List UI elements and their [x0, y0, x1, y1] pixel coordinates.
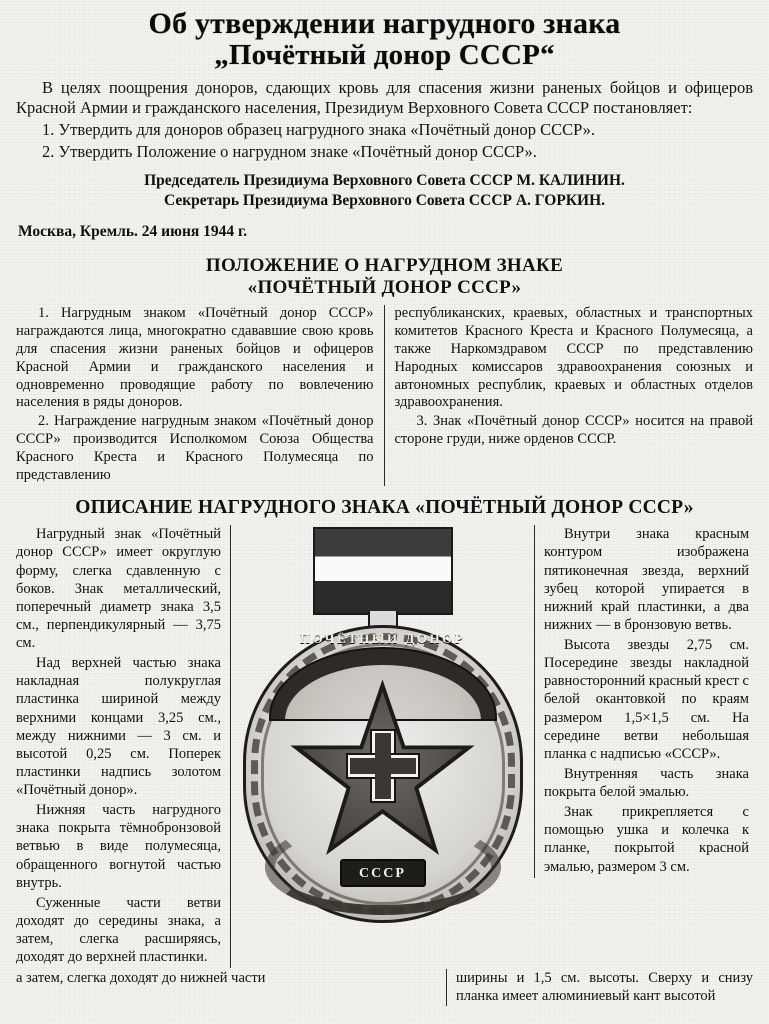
regulation-title-line-1: ПОЛОЖЕНИЕ О НАГРУДНОМ ЗНАКЕ	[205, 254, 564, 276]
description-right-paragraph-1: Внутри знака красным контуром изображена пятиконечная звезда, верхний зубец которой упирается в нижний край пластинки, а два нижних — в бронзовую ветвь.	[544, 526, 749, 633]
badge-figure	[231, 525, 534, 927]
regulation-left-paragraph-2: 2. Награждение нагрудным знаком «Почётный донор СССР» производится Исполкомом Союза Общества Красного Креста и Красного Полумесяца по представлению	[16, 413, 374, 484]
badge-medal	[243, 625, 523, 923]
description-left-paragraph-3: Нижняя часть нагрудного знака покрыта тёмнобронзовой ветвью в виде полумесяца, обращенного вогнутой частью внутрь.	[16, 802, 221, 891]
description-footer	[16, 969, 753, 1005]
badge-country-plate: СССР	[340, 859, 426, 887]
red-cross-core-horizontal	[350, 758, 416, 774]
description-left-paragraph-1: Нагрудный знак «Почётный донор СССР» имеет округлую форму, слегка сдавленную с боков. Знак металлический, поперечный диаметр знака 3,5 см., перпендикулярный — 3,75 см.	[16, 526, 221, 652]
description-right-paragraph-4: Знак прикрепляется с помощью ушка и колечка к планке, покрытой красной эмалью, размером 3 см.	[544, 804, 749, 875]
description-title: ОПИСАНИЕ НАГРУДНОГО ЗНАКА «ПОЧЁТНЫЙ ДОНОР СССР»	[75, 497, 694, 519]
regulation-columns	[16, 305, 753, 487]
regulation-title	[16, 255, 753, 299]
regulation-right-paragraph-1: республиканских, краевых, областных и транспортных комитетов Красного Креста и Красного Полумесяца, а также Наркомздравом СССР по представлению Народных комиссаров здравоохранения союзных и автономных республик, краевых и областных отделов здравоохранения.	[394, 304, 753, 411]
description-footer-right: ширины и 1,5 см. высоты. Сверху и снизу планка имеет алюминиевый кант высотой	[446, 969, 753, 1005]
decree-paragraph-2: 1. Утвердить для доноров образец нагрудного знака «Почётный донор СССР».	[42, 120, 596, 140]
description-footer-left: а затем, слегка доходят до нижней части	[16, 970, 266, 987]
description-columns	[16, 525, 753, 968]
regulation-title-line-2: «ПОЧЁТНЫЙ ДОНОР СССР»	[247, 276, 522, 298]
dateline: Москва, Кремль. 24 июня 1944 г.	[18, 222, 248, 240]
badge-ribbon	[313, 527, 453, 615]
description-right-paragraph-3: Внутренняя часть знака покрыта белой эмалью.	[544, 765, 749, 801]
signature-secretary: Секретарь Президиума Верховного Совета СССР А. ГОРКИН.	[163, 191, 606, 209]
decree-paragraph-3: 2. Утвердить Положение о нагрудном знаке «Почётный донор СССР».	[42, 141, 537, 161]
badge-arc-text: ПОЧЁТНЫЙ ДОНОР	[299, 631, 466, 647]
description-left-paragraph-2: Над верхней частью знака накладная полукруглая пластинка шириной между верхними концами 3,25 см., между нижними — 3 см. и высотой 0,25 см. Поперек пластинки надпись золотом «Почётный донор».	[16, 655, 221, 799]
regulation-column-left	[16, 305, 385, 487]
description-column-left	[16, 525, 231, 968]
headline-line-1: Об утверждении нагрудного знака	[148, 7, 621, 40]
regulation-column-right	[385, 305, 754, 487]
signature-chairman: Председатель Президиума Верховного Совета СССР М. КАЛИНИН.	[144, 171, 625, 189]
description-left-paragraph-4: Суженные части ветви доходят до середины знака, а затем, слегка расширяясь, доходят до верхней пластинки.	[16, 894, 221, 966]
decree-body	[16, 78, 753, 163]
description-column-right	[534, 525, 749, 877]
page-title	[16, 8, 753, 71]
regulation-left-paragraph-1: 1. Нагрудным знаком «Почётный донор СССР» награждаются лица, многократно сдававшие свою кровь для спасения жизни раненых бойцов и офицеров Красной Армии и гражданского населения и одновременно проводящие работу по вовлечению населения в ряды доноров.	[16, 304, 374, 411]
decree-paragraph-1: В целях поощрения доноров, сдающих кровь для спасения жизни раненых бойцов и офицеров Красной Армии и гражданского населения, Президиум Верховного Совета СССР постановляет:	[16, 77, 753, 118]
decree-signatures	[16, 171, 753, 211]
description-right-paragraph-2: Высота звезды 2,75 см. Посередине звезды накладной равносторонний красный крест с белой окантовкой по краям размером 1,5×1,5 см. На середине ветви небольшая планка с надписью «СССР».	[544, 637, 749, 762]
honorary-donor-badge-illustration	[238, 527, 528, 927]
regulation-right-paragraph-2: 3. Знак «Почётный донор СССР» носится на правой стороне груди, ниже орденов СССР.	[394, 413, 753, 448]
headline-line-2: „Почётный донор СССР“	[214, 38, 555, 71]
